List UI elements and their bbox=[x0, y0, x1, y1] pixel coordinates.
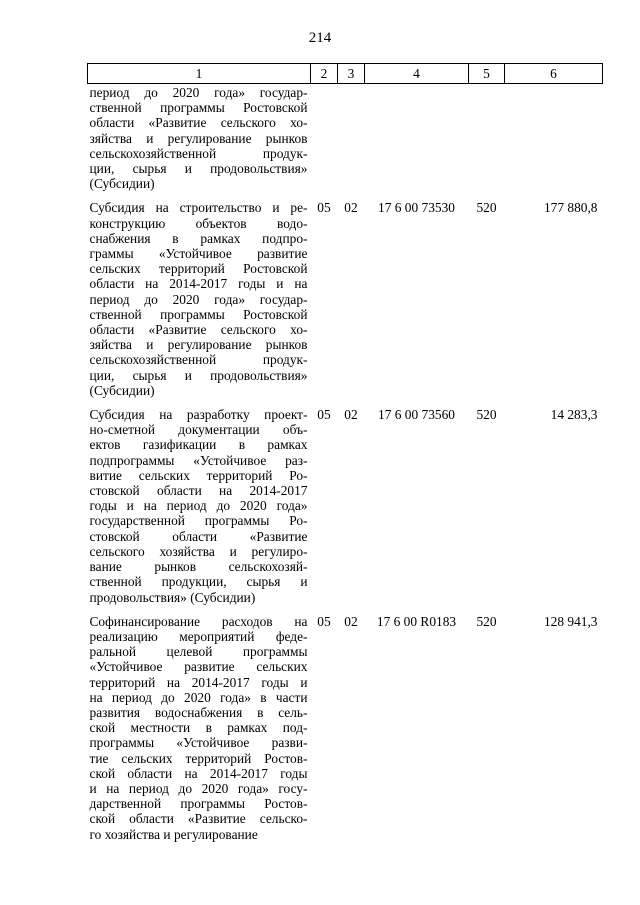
description-line: реализацию мероприятий феде- bbox=[89, 628, 308, 644]
description-line: Субсидия на строительство и ре- bbox=[89, 200, 308, 216]
description-line: период до 2020 года» государ- bbox=[89, 85, 308, 100]
amount: 14 283,3 bbox=[550, 407, 598, 423]
row-description bbox=[88, 398, 311, 605]
description-line: развития водоснабжения в сель- bbox=[89, 704, 308, 720]
header-col-2: 2 bbox=[311, 64, 338, 84]
description-line: ственной программы Ростовской bbox=[89, 100, 308, 116]
header-col-3: 3 bbox=[338, 64, 365, 84]
description-line: Субсидия на разработку проект- bbox=[89, 407, 308, 423]
description-line: области на 2014-2017 годы и на bbox=[89, 276, 308, 292]
row-description bbox=[88, 84, 311, 192]
description-line: зяйства и регулирование рынков bbox=[89, 337, 308, 353]
page-number: 214 bbox=[308, 30, 332, 46]
header-col-5: 5 bbox=[469, 64, 505, 84]
description-line: государственной программы Ро- bbox=[89, 513, 308, 529]
amount: 177 880,8 bbox=[543, 200, 598, 216]
description-line: но-сметной документации объ- bbox=[89, 422, 308, 438]
description-line: ции, сырья и продовольствия» bbox=[89, 367, 308, 383]
description-line: Софинансирование расходов на bbox=[89, 613, 308, 629]
target-item-code: 17 6 00 R0183 bbox=[376, 613, 457, 629]
description-line: конструкцию объектов водо- bbox=[89, 215, 308, 231]
section-code: 05 bbox=[317, 200, 331, 216]
description-line: зяйства и регулирование рынков bbox=[89, 130, 308, 146]
description-line: ции, сырья и продовольствия» bbox=[89, 161, 308, 177]
description-line: на период до 2020 года» в части bbox=[89, 689, 308, 705]
description-line: дарственной программы Ростов- bbox=[89, 796, 308, 812]
description-line: ственной продукции, сырья и bbox=[89, 574, 308, 590]
description-line: стовской области на 2014-2017 bbox=[89, 483, 308, 499]
table-row bbox=[88, 191, 603, 398]
description-line: области «Развитие сельского хо- bbox=[89, 115, 308, 131]
description-line: ектов газификации в рамках bbox=[89, 437, 308, 453]
description-line: сельскохозяйственной продук- bbox=[89, 352, 308, 368]
description-line: витие сельских территорий Ро- bbox=[89, 467, 308, 483]
table-row bbox=[88, 84, 603, 192]
subsection-code: 02 bbox=[344, 200, 358, 216]
header-col-1: 1 bbox=[88, 64, 311, 84]
header-col-6: 6 bbox=[505, 64, 603, 84]
description-line: снабжения в рамках подпро- bbox=[89, 230, 308, 246]
table-body bbox=[88, 84, 603, 842]
target-item-code bbox=[365, 84, 469, 192]
expense-type-code: 520 bbox=[476, 613, 497, 629]
description-line: и на период до 2020 года» госу- bbox=[89, 780, 308, 796]
expense-type-code: 520 bbox=[476, 407, 497, 423]
table-row bbox=[88, 605, 603, 842]
expense-type-code: 520 bbox=[476, 200, 497, 216]
description-line: области «Развитие сельского хо- bbox=[89, 322, 308, 338]
description-line: ской местности в рамках под- bbox=[89, 720, 308, 736]
budget-table bbox=[87, 63, 603, 842]
description-line: (Субсидии) bbox=[89, 176, 155, 192]
description-line: годы и на период до 2020 года» bbox=[89, 498, 308, 514]
description-line: ской области «Развитие сельско- bbox=[89, 811, 308, 827]
amount bbox=[505, 84, 603, 192]
description-line: сельских территорий Ростовской bbox=[89, 261, 308, 277]
description-line: продовольствия» (Субсидии) bbox=[89, 589, 256, 605]
description-line: программы «Устойчивое разви- bbox=[89, 735, 308, 751]
target-item-code: 17 6 00 73560 bbox=[378, 407, 455, 423]
row-description bbox=[88, 191, 311, 398]
header-col-4: 4 bbox=[365, 64, 469, 84]
subsection-code: 02 bbox=[344, 613, 358, 629]
section-code: 05 bbox=[317, 407, 331, 423]
description-line: ральной целевой программы bbox=[89, 644, 308, 660]
subsection-code: 02 bbox=[344, 407, 358, 423]
description-line: стовской области «Развитие bbox=[89, 528, 308, 544]
description-line: период до 2020 года» государ- bbox=[89, 291, 308, 307]
description-line: территорий на 2014-2017 годы и bbox=[89, 674, 308, 690]
amount: 128 941,3 bbox=[543, 613, 598, 629]
expense-type-code bbox=[469, 84, 505, 192]
subsection-code bbox=[338, 84, 365, 192]
target-item-code: 17 6 00 73530 bbox=[378, 200, 455, 216]
description-line: сельского хозяйства и регулиро- bbox=[89, 543, 308, 559]
description-line: сельскохозяйственной продук- bbox=[89, 145, 308, 161]
row-description bbox=[88, 605, 311, 842]
section-code: 05 bbox=[317, 613, 331, 629]
description-line: «Устойчивое развитие сельских bbox=[89, 659, 308, 675]
description-line: ской области на 2014-2017 годы bbox=[89, 765, 308, 781]
description-line: граммы «Устойчивое развитие bbox=[89, 246, 308, 262]
description-line: (Субсидии) bbox=[89, 382, 155, 398]
table-header-row bbox=[88, 64, 603, 84]
section-code bbox=[311, 84, 338, 192]
description-line: подпрограммы «Устойчивое раз- bbox=[89, 452, 308, 468]
description-line: вание рынков сельскохозяй- bbox=[89, 559, 308, 575]
table-row bbox=[88, 398, 603, 605]
description-line: ственной программы Ростовской bbox=[89, 306, 308, 322]
description-line: го хозяйства и регулирование bbox=[89, 826, 258, 842]
description-line: тие сельских территорий Ростов- bbox=[89, 750, 308, 766]
